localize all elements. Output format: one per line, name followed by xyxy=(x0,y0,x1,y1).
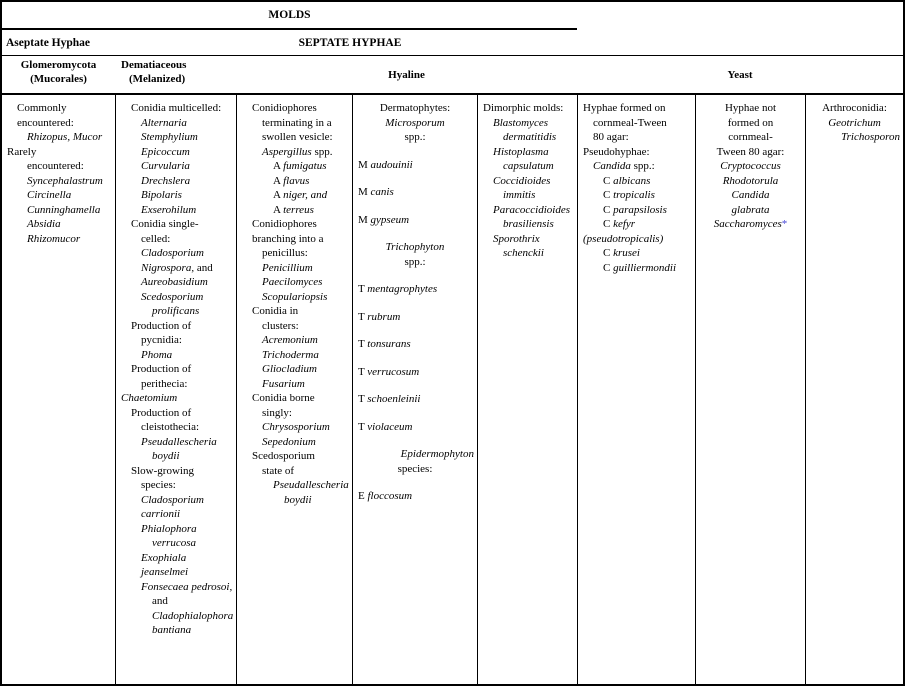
table-line: Candida xyxy=(731,189,770,201)
table-line: T tonsurans xyxy=(358,338,411,350)
table-line: Conidiophores xyxy=(252,218,317,230)
table-line: Coccidioides xyxy=(493,174,551,187)
table-line: Acremonium xyxy=(262,334,318,346)
table-line: T rubrum xyxy=(358,310,401,323)
table-line: Geotrichum xyxy=(828,116,881,129)
table-line: T mentagrophytes xyxy=(358,283,438,295)
table-line: Conidia single- xyxy=(131,218,199,230)
table-line: Tween 80 agar: xyxy=(716,145,785,158)
table-line: Rarely xyxy=(7,145,37,158)
table-line: brasiliensis xyxy=(503,218,554,230)
table-line: singly: xyxy=(262,406,292,419)
column-yeast-no-hyphae xyxy=(695,95,805,684)
table-line: Drechslera xyxy=(141,174,191,187)
table-line: Phialophora xyxy=(141,522,197,535)
table-line: Commonly xyxy=(17,102,67,114)
table-line: Curvularia xyxy=(141,160,190,172)
table-line: species: xyxy=(141,479,176,491)
table-line: C parapsilosis xyxy=(603,203,667,216)
table-line: cornmeal- xyxy=(728,131,773,143)
column-dematiaceous xyxy=(115,95,236,684)
table-line: Fonsecaea pedrosoi, xyxy=(141,580,233,593)
column-yeast-pseudohyphae xyxy=(577,95,695,684)
table-line: Cunninghamella xyxy=(27,203,101,216)
column-dimorphic-molds xyxy=(477,95,577,684)
yeast-header: Yeast xyxy=(727,68,753,81)
table-line: state of xyxy=(262,464,295,477)
header-row-groups xyxy=(2,56,903,95)
table-line: T verrucosum xyxy=(358,365,420,378)
table-line: encountered: xyxy=(17,116,74,129)
table-line: (pseudotropicalis) xyxy=(583,232,664,245)
molds-header-spacer xyxy=(577,2,903,30)
header-row-molds xyxy=(2,2,903,30)
table-line: Cryptococcus xyxy=(720,160,781,172)
table-line: A fumigatus xyxy=(273,160,327,172)
dematiaceous-line2: (Melanized) xyxy=(129,72,186,85)
aseptate-hyphae-header: Aseptate Hyphae xyxy=(6,36,91,49)
table-line: Slow-growing xyxy=(131,464,194,477)
table-line: Saccharomyces* xyxy=(713,218,788,230)
table-line: spp.: xyxy=(404,131,426,143)
table-line: 80 agar: xyxy=(593,131,629,143)
table-line: Alternaria xyxy=(141,116,187,129)
table-line: Microsporum xyxy=(385,116,445,129)
table-line: Phoma xyxy=(141,348,173,361)
hyaline-header: Hyaline xyxy=(388,68,425,81)
table-line: C guilliermondii xyxy=(603,261,677,274)
table-line: Conidia multicelled: xyxy=(131,102,222,114)
dematiaceous-header xyxy=(115,56,236,93)
table-line: E floccosum xyxy=(358,490,413,502)
table-line: Exophiala xyxy=(141,551,187,564)
table-line: prolificans xyxy=(152,305,200,317)
table-line: Cladosporium xyxy=(141,493,204,506)
table-line: A niger, and xyxy=(273,189,328,201)
table-line: Trichophyton xyxy=(385,241,445,253)
table-line: Production of xyxy=(131,319,192,332)
table-line: Rhizomucor xyxy=(27,232,81,245)
table-line: Nigrospora, and xyxy=(141,261,213,274)
table-line: C krusei xyxy=(603,247,640,259)
table-line: Conidia in xyxy=(252,305,299,317)
table-line: Epidermophyton xyxy=(400,448,474,460)
molds-label: MOLDS xyxy=(268,9,311,21)
table-line: Aspergillus spp. xyxy=(262,145,333,158)
table-line: M canis xyxy=(358,186,394,198)
table-line: Dimorphic molds: xyxy=(483,102,564,114)
table-line: glabrata xyxy=(731,203,770,216)
table-line: spp.: xyxy=(404,255,426,268)
table-line: Scedosporium xyxy=(141,290,204,303)
table-line: Conidia borne xyxy=(252,392,315,404)
table-line: encountered: xyxy=(27,160,84,172)
table-line: celled: xyxy=(141,232,171,245)
table-line: Circinella xyxy=(27,189,72,201)
column-hyaline-conidiophores xyxy=(236,95,352,684)
table-line: Paracoccidioides xyxy=(493,203,570,216)
table-line: cleistothecia: xyxy=(141,421,200,433)
table-line: Sepedonium xyxy=(262,435,316,448)
table-line: Fusarium xyxy=(262,377,305,390)
table-line: species: xyxy=(397,462,433,475)
glomeromycota-line2: (Mucorales) xyxy=(30,72,87,85)
table-line: Absidia xyxy=(27,218,61,230)
table-line: Rhodotorula xyxy=(722,174,779,187)
table-line: clusters: xyxy=(262,319,299,332)
table-line: C albicans xyxy=(603,174,651,187)
table-line: formed on xyxy=(727,116,774,129)
table-line: Production of xyxy=(131,363,192,375)
table-line: perithecia: xyxy=(141,377,188,390)
glomeromycota-line1: Glomeromycota xyxy=(20,59,97,71)
table-line: C kefyr xyxy=(603,218,636,230)
table-line: Bipolaris xyxy=(141,189,182,201)
table-line: Sporothrix xyxy=(493,232,540,245)
column-arthroconidia xyxy=(805,95,903,684)
footnote-asterisk: * xyxy=(781,218,788,230)
table-line: Scopulariopsis xyxy=(262,290,328,303)
table-line: carrionii xyxy=(141,508,181,520)
table-line: swollen vesicle: xyxy=(262,131,333,143)
table-line: T violaceum xyxy=(358,420,413,433)
septate-hyphae-header: SEPTATE HYPHAE xyxy=(298,36,402,49)
table-line: M gypseum xyxy=(358,213,410,226)
table-line: immitis xyxy=(503,189,536,201)
table-line: Chaetomium xyxy=(121,392,178,404)
table-line: Trichoderma xyxy=(262,348,319,361)
table-body xyxy=(2,95,903,684)
table-line: Syncephalastrum xyxy=(27,174,103,187)
table-line: Pseudohyphae: xyxy=(583,145,650,158)
table-line: boydii xyxy=(152,450,180,462)
table-line: A terreus xyxy=(273,203,314,216)
table-line: Chrysosporium xyxy=(262,421,330,433)
table-line: bantiana xyxy=(152,624,192,636)
column-mucorales xyxy=(2,95,115,684)
table-line: Histoplasma xyxy=(493,145,549,158)
column-dermatophytes xyxy=(352,95,477,684)
table-line: dermatitidis xyxy=(503,131,557,143)
table-line: cornmeal-Tween xyxy=(593,116,667,129)
table-line: verrucosa xyxy=(152,537,196,549)
table-line: Gliocladium xyxy=(262,363,317,375)
table-line: and xyxy=(152,595,168,607)
glomeromycota-header xyxy=(2,56,115,93)
table-line: T schoenleinii xyxy=(358,393,421,405)
table-line: Candida spp.: xyxy=(593,160,655,172)
header-row-hyphae xyxy=(2,30,903,56)
table-line: Pseudallescheria xyxy=(141,435,217,448)
table-line: Hyphae not xyxy=(724,102,776,114)
table-line: jeanselmei xyxy=(141,566,189,578)
table-line: C tropicalis xyxy=(603,189,655,201)
molds-header xyxy=(2,2,577,30)
table-line: Rhizopus, Mucor xyxy=(27,131,103,143)
table-line: capsulatum xyxy=(503,160,554,172)
table-line: pycnidia: xyxy=(141,334,182,346)
table-line: Dermatophytes: xyxy=(379,102,451,114)
table-line: Paecilomyces xyxy=(262,276,323,288)
dematiaceous-line1: Dematiaceous xyxy=(121,59,187,71)
table-line: Blastomyces xyxy=(493,116,548,129)
table-line: Hyphae formed on xyxy=(583,102,666,114)
table-line: Production of xyxy=(131,406,192,419)
table-line: schenckii xyxy=(503,247,544,259)
table-line: Conidiophores xyxy=(252,102,317,114)
table-line: Penicillium xyxy=(262,261,313,274)
table-line: Pseudallescheria xyxy=(273,479,349,491)
table-line: A flavus xyxy=(273,174,310,187)
table-line: Exserohilum xyxy=(141,203,197,216)
table-line: Aureobasidium xyxy=(141,276,208,288)
table-line: Epicoccum xyxy=(141,145,190,158)
table-line: terminating in a xyxy=(262,116,332,129)
table-line: M audouinii xyxy=(358,158,413,171)
table-line: penicillus: xyxy=(262,247,308,259)
table-line: Arthroconidia: xyxy=(822,102,887,114)
table-line: Scedosporium xyxy=(252,450,315,462)
table-line: Cladosporium xyxy=(141,247,204,259)
table-line: Trichosporon xyxy=(841,131,900,143)
table-line: branching into a xyxy=(252,232,324,245)
table-line: Stemphylium xyxy=(141,131,198,143)
table-line: boydii xyxy=(284,493,312,506)
table-line: Cladophialophora xyxy=(152,609,234,622)
